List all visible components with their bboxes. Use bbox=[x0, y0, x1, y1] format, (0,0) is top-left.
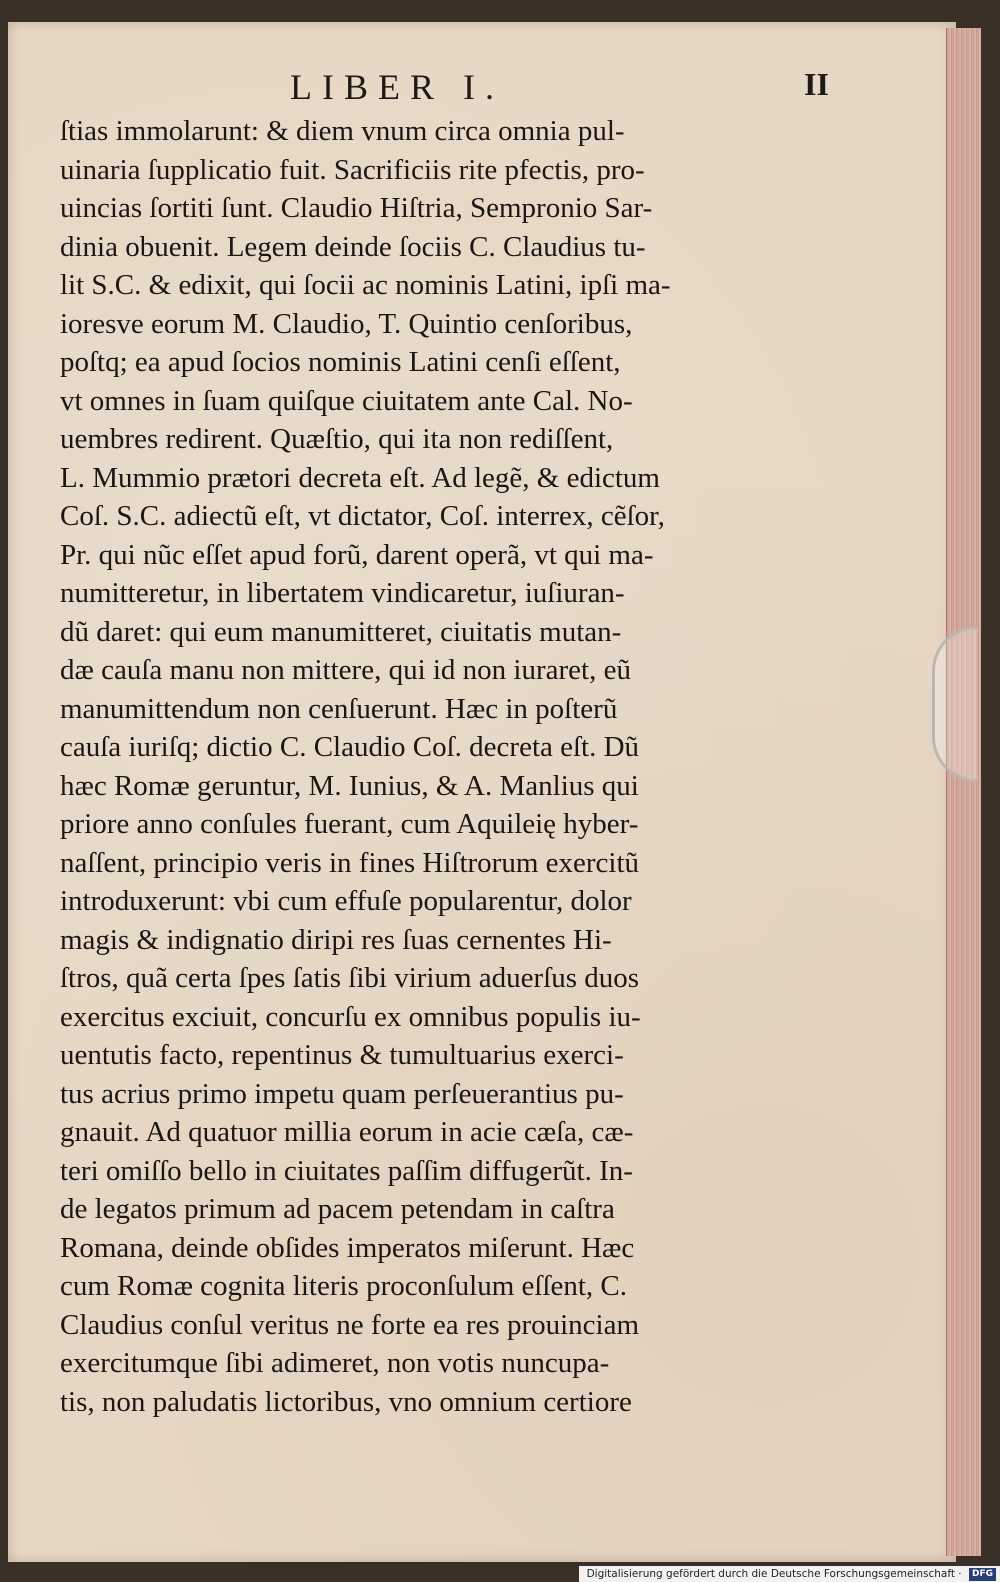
page-clip bbox=[932, 626, 977, 782]
text-line: uincias ſortiti ſunt. Claudio Hiſtria, Sempronio Sar- bbox=[60, 192, 653, 224]
text-line: cauſa iuriſq; dictio C. Claudio Coſ. decreta eſt. Dũ bbox=[60, 731, 640, 763]
text-line: manumittendum non cenſuerunt. Hæc in poſterũ bbox=[60, 692, 618, 725]
folio-number: II bbox=[804, 66, 829, 102]
text-line: uembres redirent. Quæſtio, qui ita non rediſſent, bbox=[60, 423, 614, 455]
text-line: dinia obuenit. Legem deinde ſociis C. Claudius tu- bbox=[60, 230, 646, 263]
text-line: ſtias immolarunt: & diem vnum circa omnia pul- bbox=[60, 115, 625, 147]
text-line: gnauit. Ad quatuor millia eorum in acie cæſa, cæ- bbox=[60, 1116, 634, 1148]
text-line: uentutis facto, repentinus & tumultuarius exerci- bbox=[60, 1039, 624, 1071]
text-line: tis, non paludatis lictoribus, vno omnium certiore bbox=[60, 1385, 632, 1418]
text-line: poſtq; ea apud ſocios nominis Latini cenſi eſſent, bbox=[60, 346, 621, 378]
text-line: introduxerunt: vbi cum effuſe popularentur, dolor bbox=[60, 885, 632, 917]
text-line: Romana, deinde obſides imperatos miſerunt. Hæc bbox=[60, 1231, 635, 1264]
text-line: hæc Romæ geruntur, M. Iunius, & A. Manlius qui bbox=[60, 769, 639, 802]
text-line: Coſ. S.C. adiectũ eſt, vt dictator, Coſ. interrex, cẽſor, bbox=[60, 500, 665, 532]
text-line: uinaria ſupplicatio fuit. Sacrificiis rite pfectis, pro- bbox=[60, 153, 645, 186]
text-line: Claudius conſul veritus ne forte ea res prouinciam bbox=[60, 1308, 640, 1341]
text-line: dæ cauſa manu non mittere, qui id non iuraret, eũ bbox=[60, 654, 631, 686]
credit-text: Digitalisierung gefördert durch die Deutsche Forschungsgemeinschaft bbox=[586, 1568, 955, 1580]
page-header bbox=[60, 66, 890, 110]
page-edges bbox=[946, 28, 981, 1556]
text-line: Pr. qui nũc eſſet apud forũ, darent operã, vt qui ma- bbox=[60, 538, 654, 571]
text-line: dũ daret: qui eum manumitteret, ciuitatis mutan- bbox=[60, 615, 622, 648]
text-line: ioresve eorum M. Claudio, T. Quintio cenſoribus, bbox=[60, 307, 633, 340]
text-line: exercitumque ſibi adimeret, non votis nuncupa- bbox=[60, 1347, 610, 1379]
text-line: priore anno conſules fuerant, cum Aquileię hyber- bbox=[60, 808, 639, 840]
text-line: numitteretur, in libertatem vindicaretur, iuſiuran- bbox=[60, 577, 625, 609]
text-line: naſſent, principio veris in fines Hiſtrorum exercitũ bbox=[60, 846, 640, 879]
text-block bbox=[60, 112, 840, 1421]
text-line: vt omnes in ſuam quiſque ciuitatem ante Cal. No- bbox=[60, 384, 633, 417]
text-line: L. Mummio prætori decreta eſt. Ad legẽ, & edictum bbox=[60, 461, 660, 494]
digitization-credit: Digitalisierung gefördert durch die Deutsche Forschungsgemeinschaft · DFG bbox=[579, 1566, 1000, 1582]
text-line: teri omiſſo bello in ciuitates paſſim diffugerũt. In- bbox=[60, 1154, 633, 1187]
text-line: cum Romæ cognita literis proconſulum eſſent, C. bbox=[60, 1270, 628, 1302]
text-line: exercitus exciuit, concurſu ex omnibus populis iu- bbox=[60, 1000, 641, 1033]
text-line: magis & indignatio diripi res ſuas cernentes Hi- bbox=[60, 923, 612, 956]
text-line: ſtros, quã certa ſpes ſatis ſibi virium aduerſus duos bbox=[60, 962, 640, 994]
text-line: lit S.C. & edixit, qui ſocii ac nominis Latini, ipſi ma- bbox=[60, 269, 671, 301]
dfg-logo: DFG bbox=[969, 1568, 996, 1581]
running-head: LIBER I. bbox=[290, 67, 504, 107]
text-line: tus acrius primo impetu quam perſeuerantius pu- bbox=[60, 1077, 624, 1110]
text-line: de legatos primum ad pacem petendam in caſtra bbox=[60, 1193, 615, 1225]
